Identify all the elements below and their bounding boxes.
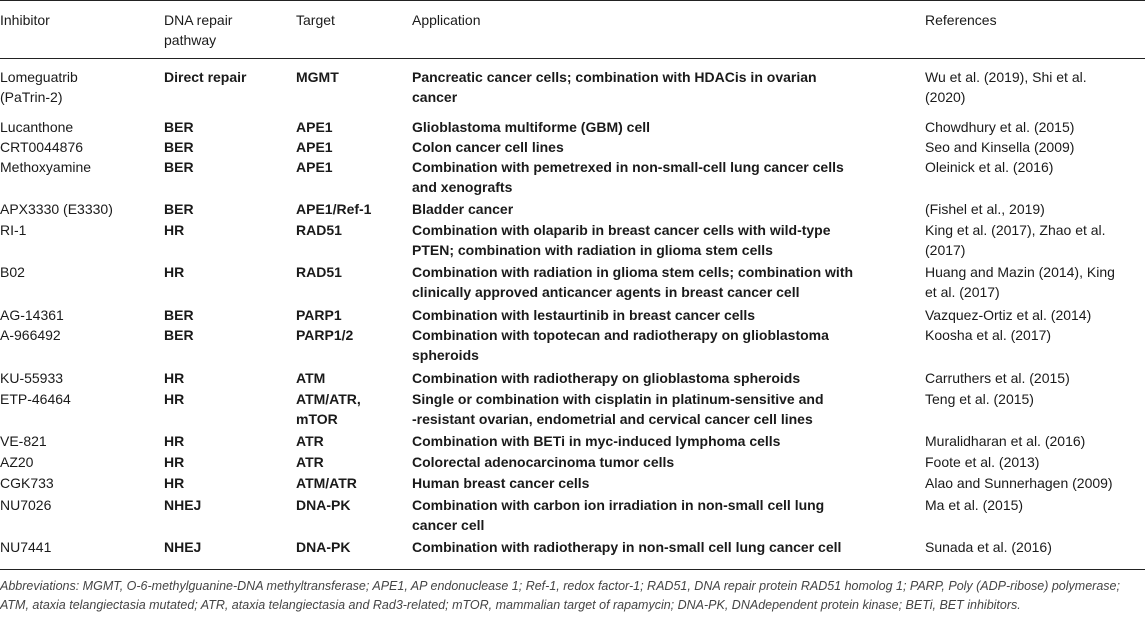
cell-pathway: BER <box>164 139 194 155</box>
header-inhibitor: Inhibitor <box>0 12 50 28</box>
cell-pathway: NHEJ <box>164 539 202 555</box>
cell-inhibitor: VE-821 <box>0 433 47 449</box>
cell-pathway: HR <box>164 264 185 280</box>
cell-application: Single or combination with cisplatin in platinum-sensitive and -resistant ovarian, endometrial and cervical cancer cell lines <box>412 391 824 427</box>
cell-pathway: BER <box>164 327 194 343</box>
cell-application: Human breast cancer cells <box>412 475 590 491</box>
cell-target: APE1/Ref-1 <box>296 201 372 217</box>
cell-reference: Alao and Sunnerhagen (2009) <box>925 475 1113 491</box>
header-target: Target <box>296 12 335 28</box>
cell-pathway: HR <box>164 454 185 470</box>
cell-application: Combination with lestaurtinib in breast cancer cells <box>412 307 756 323</box>
cell-inhibitor: RI-1 <box>0 222 27 238</box>
cell-inhibitor: Lucanthone <box>0 119 74 135</box>
cell-pathway: HR <box>164 391 185 407</box>
cell-inhibitor: Methoxyamine <box>0 159 92 175</box>
cell-inhibitor: A-966492 <box>0 327 61 343</box>
cell-reference: Carruthers et al. (2015) <box>925 370 1070 386</box>
cell-inhibitor: NU7026 <box>0 497 52 513</box>
cell-reference: Vazquez-Ortiz et al. (2014) <box>925 307 1092 323</box>
cell-pathway: BER <box>164 159 194 175</box>
cell-target: MGMT <box>296 69 339 85</box>
cell-target: ATR <box>296 454 324 470</box>
cell-reference: King et al. (2017), Zhao et al. (2017) <box>925 222 1106 258</box>
cell-reference: Teng et al. (2015) <box>925 391 1034 407</box>
cell-application: Pancreatic cancer cells; combination with HDACis in ovarian cancer <box>412 69 817 105</box>
header-references: References <box>925 12 997 28</box>
cell-reference: Wu et al. (2019), Shi et al. (2020) <box>925 69 1087 105</box>
table-header-rule <box>0 58 1145 59</box>
cell-pathway: HR <box>164 222 185 238</box>
cell-reference: Koosha et al. (2017) <box>925 327 1052 343</box>
cell-inhibitor: B02 <box>0 264 25 280</box>
cell-application: Combination with olaparib in breast cancer cells with wild-type PTEN; combination with radiation in glioma stem cells <box>412 222 831 258</box>
table-bottom-rule <box>0 569 1145 570</box>
cell-pathway: BER <box>164 307 194 323</box>
cell-application: Colon cancer cell lines <box>412 139 564 155</box>
cell-pathway: HR <box>164 370 185 386</box>
cell-application: Combination with radiation in glioma stem cells; combination with clinically approved anticancer agents in breast cancer cell <box>412 264 854 300</box>
cell-reference: Oleinick et al. (2016) <box>925 159 1054 175</box>
cell-application: Glioblastoma multiforme (GBM) cell <box>412 119 651 135</box>
cell-reference: Seo and Kinsella (2009) <box>925 139 1075 155</box>
cell-application: Combination with radiotherapy on glioblastoma spheroids <box>412 370 801 386</box>
cell-application: Bladder cancer <box>412 201 514 217</box>
cell-target: ATM <box>296 370 326 386</box>
cell-inhibitor: AZ20 <box>0 454 34 470</box>
cell-reference: Foote et al. (2013) <box>925 454 1040 470</box>
table-top-rule <box>0 0 1145 1</box>
cell-inhibitor: ETP-46464 <box>0 391 71 407</box>
cell-application: Combination with radiotherapy in non-small cell lung cancer cell <box>412 539 842 555</box>
cell-inhibitor: CRT0044876 <box>0 139 84 155</box>
cell-application: Combination with pemetrexed in non-small-cell lung cancer cells and xenografts <box>412 159 844 195</box>
cell-pathway: BER <box>164 201 194 217</box>
cell-reference: Chowdhury et al. (2015) <box>925 119 1075 135</box>
cell-reference: Sunada et al. (2016) <box>925 539 1052 555</box>
cell-inhibitor: APX3330 (E3330) <box>0 201 113 217</box>
cell-pathway: Direct repair <box>164 69 247 85</box>
cell-reference: Huang and Mazin (2014), King et al. (2017) <box>925 264 1115 300</box>
header-pathway: DNA repair pathway <box>164 12 233 48</box>
cell-target: PARP1 <box>296 307 342 323</box>
cell-application: Combination with BETi in myc-induced lymphoma cells <box>412 433 781 449</box>
cell-target: DNA-PK <box>296 497 351 513</box>
cell-target: APE1 <box>296 139 333 155</box>
cell-inhibitor: KU-55933 <box>0 370 64 386</box>
table-footnote: Abbreviations: MGMT, O-6-methylguanine-DNA methyltransferase; APE1, AP endonuclease 1; Ref-1, redox factor-1; RAD51, DNA repair protein RAD51 homolog 1; PARP, Poly (ADP-ribose) polymerase; ATM, ataxia telangiectasia mutated; ATR, ataxia telangiectasia and Rad3-related; mTOR, mammalian target of rapamycin; DNA-PK, DNAdependent protein kinase; BETi, BET inhibitors. <box>0 579 1120 612</box>
cell-application: Combination with topotecan and radiotherapy on glioblastoma spheroids <box>412 327 829 363</box>
cell-pathway: BER <box>164 119 194 135</box>
cell-target: RAD51 <box>296 264 342 280</box>
cell-target: RAD51 <box>296 222 342 238</box>
cell-target: PARP1/2 <box>296 327 354 343</box>
cell-inhibitor: Lomeguatrib (PaTrin-2) <box>0 69 78 105</box>
cell-pathway: HR <box>164 433 185 449</box>
cell-reference: Ma et al. (2015) <box>925 497 1024 513</box>
cell-inhibitor: AG-14361 <box>0 307 64 323</box>
cell-pathway: HR <box>164 475 185 491</box>
cell-pathway: NHEJ <box>164 497 202 513</box>
cell-inhibitor: CGK733 <box>0 475 54 491</box>
cell-reference: (Fishel et al., 2019) <box>925 201 1045 217</box>
cell-inhibitor: NU7441 <box>0 539 52 555</box>
cell-target: APE1 <box>296 159 333 175</box>
cell-application: Combination with carbon ion irradiation in non-small cell lung cancer cell <box>412 497 825 533</box>
cell-reference: Muralidharan et al. (2016) <box>925 433 1086 449</box>
cell-target: ATM/ATR, mTOR <box>296 391 361 427</box>
cell-target: APE1 <box>296 119 333 135</box>
header-application: Application <box>412 12 481 28</box>
cell-target: ATM/ATR <box>296 475 357 491</box>
cell-target: DNA-PK <box>296 539 351 555</box>
cell-target: ATR <box>296 433 324 449</box>
cell-application: Colorectal adenocarcinoma tumor cells <box>412 454 675 470</box>
